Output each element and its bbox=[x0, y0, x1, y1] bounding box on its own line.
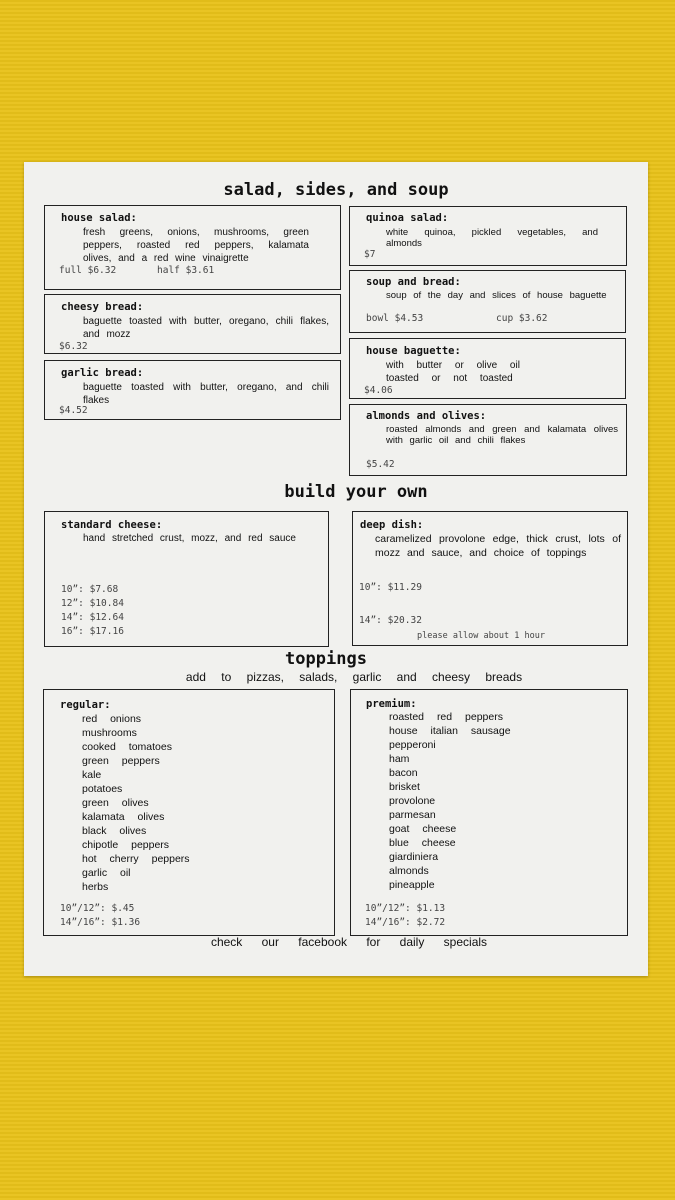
section-title-salad: salad, sides, and soup bbox=[223, 180, 449, 200]
almonds-olives-title: almonds and olives: bbox=[366, 410, 487, 422]
list-item: goat cheese bbox=[389, 823, 457, 835]
quinoa-salad-title: quinoa salad: bbox=[366, 212, 449, 224]
premium-toppings-card bbox=[350, 689, 628, 936]
house-salad-title: house salad: bbox=[61, 212, 137, 224]
house-baguette-desc-2: toasted or not toasted bbox=[386, 373, 513, 384]
standard-price-10: 10”: $7.68 bbox=[61, 584, 119, 595]
deep-dish-note: please allow about 1 hour bbox=[417, 631, 545, 641]
house-salad-full-price: full $6.32 bbox=[59, 265, 117, 276]
regular-price-large: 14”/16”: $1.36 bbox=[60, 917, 141, 928]
menu-sheet bbox=[24, 162, 648, 976]
regular-toppings-title: regular: bbox=[60, 699, 111, 711]
garlic-bread-desc: baguette toasted with butter, oregano, and chili flakes bbox=[83, 382, 329, 406]
deep-dish-price-14: 14”: $20.32 bbox=[359, 615, 422, 626]
soup-bread-cup-price: cup $3.62 bbox=[496, 313, 548, 324]
soup-bread-card bbox=[349, 270, 626, 333]
regular-toppings-list bbox=[82, 712, 190, 894]
section-title-build: build your own bbox=[284, 482, 428, 502]
garlic-bread-title: garlic bread: bbox=[61, 367, 144, 379]
list-item: brisket bbox=[389, 781, 420, 793]
house-salad-half-price: half $3.61 bbox=[157, 265, 215, 276]
premium-price-small: 10”/12”: $1.13 bbox=[365, 903, 446, 914]
house-baguette-price: $4.06 bbox=[364, 385, 393, 396]
toppings-subtitle: add to pizzas, salads, garlic and cheesy breads bbox=[185, 670, 523, 684]
quinoa-salad-desc: white quinoa, pickled vegetables, and almonds bbox=[386, 227, 598, 249]
list-item: hot cherry peppers bbox=[82, 853, 190, 865]
standard-price-16: 16”: $17.16 bbox=[61, 626, 124, 637]
regular-price-small: 10”/12”: $.45 bbox=[60, 903, 135, 914]
list-item: cooked tomatoes bbox=[82, 741, 172, 753]
garlic-bread-card bbox=[44, 360, 341, 420]
list-item: mushrooms bbox=[82, 727, 137, 739]
list-item: kalamata olives bbox=[82, 811, 165, 823]
standard-cheese-title: standard cheese: bbox=[61, 519, 163, 531]
list-item: pepperoni bbox=[389, 739, 436, 751]
list-item: potatoes bbox=[82, 783, 123, 795]
cheesy-bread-price: $6.32 bbox=[59, 341, 88, 352]
almonds-olives-card bbox=[349, 404, 627, 476]
list-item: provolone bbox=[389, 795, 436, 807]
list-item: herbs bbox=[82, 881, 109, 893]
section-title-toppings: toppings bbox=[285, 649, 367, 669]
soup-bread-bowl-price: bowl $4.53 bbox=[366, 313, 424, 324]
soup-bread-desc: soup of the day and slices of house baguette bbox=[386, 290, 607, 301]
deep-dish-desc: caramelized provolone edge, thick crust, lots of mozz and sauce, and choice of toppings bbox=[375, 533, 621, 559]
cheesy-bread-title: cheesy bread: bbox=[61, 301, 144, 313]
list-item: almonds bbox=[389, 865, 429, 877]
list-item: chipotle peppers bbox=[82, 839, 170, 851]
standard-cheese-card bbox=[44, 511, 329, 647]
deep-dish-price-10: 10”: $11.29 bbox=[359, 582, 422, 593]
cheesy-bread-card bbox=[44, 294, 341, 354]
standard-cheese-desc: hand stretched crust, mozz, and red sauce bbox=[83, 533, 296, 544]
footer-specials: check our facebook for daily specials bbox=[210, 935, 488, 949]
list-item: parmesan bbox=[389, 809, 436, 821]
quinoa-salad-card bbox=[349, 206, 627, 266]
deep-dish-title: deep dish: bbox=[360, 519, 424, 531]
list-item: house italian sausage bbox=[389, 725, 511, 737]
list-item: kale bbox=[82, 769, 102, 781]
garlic-bread-price: $4.52 bbox=[59, 405, 88, 416]
almonds-olives-desc: roasted almonds and green and kalamata olives with garlic oil and chili flakes bbox=[386, 424, 618, 446]
deep-dish-card bbox=[352, 511, 628, 646]
premium-toppings-title: premium: bbox=[366, 698, 417, 710]
list-item: bacon bbox=[389, 767, 418, 779]
almonds-olives-price: $5.42 bbox=[366, 459, 395, 470]
regular-toppings-card bbox=[43, 689, 335, 936]
list-item: roasted red peppers bbox=[389, 711, 503, 723]
house-salad-desc: fresh greens, onions, mushrooms, green peppers, roasted red peppers, kalamata olives, and a red wine vinaigrette bbox=[83, 227, 309, 264]
list-item: pineapple bbox=[389, 879, 435, 891]
list-item: giardiniera bbox=[389, 851, 439, 863]
house-baguette-desc-1: with butter or olive oil bbox=[386, 360, 520, 371]
soup-bread-title: soup and bread: bbox=[366, 276, 461, 288]
house-baguette-card bbox=[349, 338, 626, 399]
list-item: green olives bbox=[82, 797, 149, 809]
list-item: blue cheese bbox=[389, 837, 456, 849]
list-item: red onions bbox=[82, 713, 142, 725]
premium-price-large: 14”/16”: $2.72 bbox=[365, 917, 446, 928]
list-item: ham bbox=[389, 753, 410, 765]
standard-price-14: 14”: $12.64 bbox=[61, 612, 124, 623]
cheesy-bread-desc: baguette toasted with butter, oregano, chili flakes, and mozz bbox=[83, 316, 329, 340]
house-salad-card bbox=[44, 205, 341, 290]
standard-price-12: 12”: $10.84 bbox=[61, 598, 124, 609]
list-item: green peppers bbox=[82, 755, 160, 767]
house-baguette-title: house baguette: bbox=[366, 345, 461, 357]
list-item: garlic oil bbox=[82, 867, 131, 879]
quinoa-salad-price: $7 bbox=[364, 249, 376, 260]
list-item: black olives bbox=[82, 825, 147, 837]
premium-toppings-list bbox=[389, 710, 511, 892]
